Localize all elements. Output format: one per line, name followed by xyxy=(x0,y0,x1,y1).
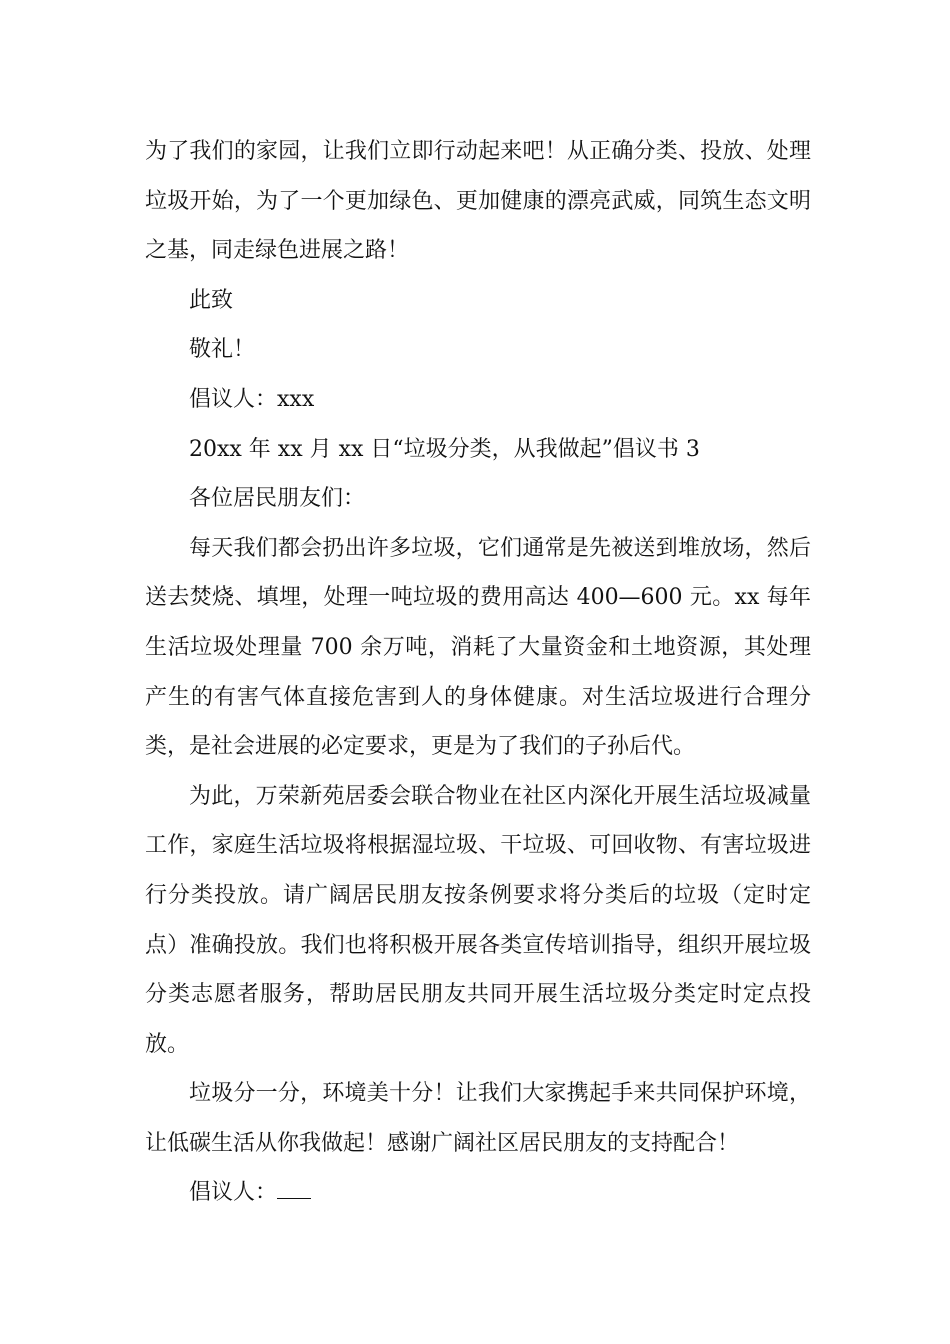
closing-appeal-paragraph: 为了我们的家园，让我们立即行动起来吧！从正确分类、投放、处理垃圾开始，为了一个更加绿色、更加健康的漂亮武威，同筑生态文明之基，同走绿色进展之路！ xyxy=(145,139,811,264)
salutation-jingli: 敬礼！ xyxy=(189,337,256,363)
body-paragraph-waste-cost: 每天我们都会扔出许多垃圾，它们通常是先被送到堆放场，然后送去焚烧、填埋，处理一吨垃圾的费用高达 400—600 元。xx 每年生活垃圾处理量 700 余万吨，消耗了大量资金和土地资源，其处理产生的有害气体直接危害到人的身体健康。对生活垃圾进行合理分类，是社会进展的必定要求，更是为了我们的子孙后代。 xyxy=(145,535,811,760)
signature-label: 倡议人： xyxy=(189,1180,278,1206)
salutation-cizhi: 此致 xyxy=(189,287,234,313)
greeting-line: 各位居民朋友们： xyxy=(189,486,366,512)
body-paragraph-sorting-plan: 为此，万荣新苑居委会联合物业在社区内深化开展生活垃圾减量工作，家庭生活垃圾将根据湿垃圾、干垃圾、可回收物、有害垃圾进行分类投放。请广阔居民朋友按条例要求将分类后的垃圾（定时定点）准确投放。我们也将积极开展各类宣传培训指导，组织开展垃圾分类志愿者服务，帮助居民朋友共同开展生活垃圾分类定时定点投放。 xyxy=(145,783,811,1057)
signature-line xyxy=(145,1168,811,1218)
signature-blank xyxy=(277,1178,311,1199)
date-and-title-line: 20xx 年 xx 月 xx 日“垃圾分类，从我做起”倡议书 3 xyxy=(189,436,700,462)
initiator-line: 倡议人：xxx xyxy=(189,386,315,412)
body-paragraph-call-to-action: 垃圾分一分，环境美十分！让我们大家携起手来共同保护环境，让低碳生活从你我做起！感谢广阔社区居民朋友的支持配合！ xyxy=(145,1081,811,1156)
document-body xyxy=(145,127,811,1218)
